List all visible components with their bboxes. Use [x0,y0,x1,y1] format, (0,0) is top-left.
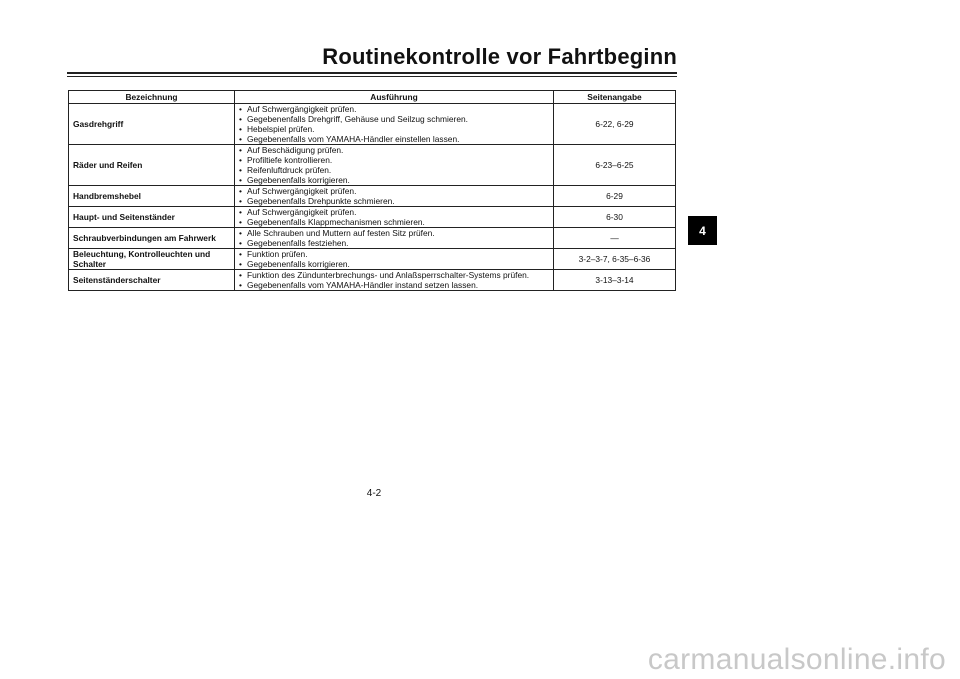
table-row [69,249,676,270]
table-row [69,186,676,207]
action-item: • Alle Schrauben und Muttern auf festen Sitz prüfen. [239,228,549,238]
check-item-name: Haupt- und Seitenständer [69,207,235,228]
check-item-actions [235,207,554,228]
action-item: • Gegebenenfalls korrigieren. [239,175,549,185]
table-body [69,104,676,291]
page-reference: 6-30 [554,207,676,228]
watermark: carmanualsonline.info [647,643,946,676]
page-reference: 6-22, 6-29 [554,104,676,145]
action-item: • Gegebenenfalls vom YAMAHA-Händler instand setzen lassen. [239,280,549,290]
table-row [69,207,676,228]
action-item: • Funktion prüfen. [239,249,549,259]
column-header-page: Seitenangabe [554,91,676,104]
column-header-name: Bezeichnung [69,91,235,104]
page-title: Routinekontrolle vor Fahrtbeginn [322,44,677,69]
table-row [69,104,676,145]
table-row [69,270,676,291]
check-item-actions [235,228,554,249]
check-item-name: Handbremshebel [69,186,235,207]
check-item-name: Seitenständerschalter [69,270,235,291]
action-item: • Reifenluftdruck prüfen. [239,165,549,175]
action-item: • Gegebenenfalls vom YAMAHA-Händler einstellen lassen. [239,134,549,144]
table-row [69,145,676,186]
check-item-actions [235,145,554,186]
check-item-actions [235,104,554,145]
action-item: • Auf Schwergängigkeit prüfen. [239,186,549,196]
page-reference: 3-13–3-14 [554,270,676,291]
action-item: • Gegebenenfalls Drehgriff, Gehäuse und Seilzug schmieren. [239,114,549,124]
title-rule [67,72,677,74]
action-item: • Hebelspiel prüfen. [239,124,549,134]
check-item-actions [235,249,554,270]
check-item-actions [235,186,554,207]
action-item: • Gegebenenfalls Klappmechanismen schmieren. [239,217,549,227]
column-header-action: Ausführung [235,91,554,104]
action-item: • Gegebenenfalls korrigieren. [239,259,549,269]
action-item: • Gegebenenfalls festziehen. [239,238,549,248]
page-reference: 6-29 [554,186,676,207]
check-table [68,90,676,291]
page-reference: 3-2–3-7, 6-35–6-36 [554,249,676,270]
check-item-name: Beleuchtung, Kontrolleuchten und Schalter [69,249,235,270]
check-item-name: Gasdrehgriff [69,104,235,145]
action-item: • Auf Schwergängigkeit prüfen. [239,207,549,217]
action-item: • Auf Schwergängigkeit prüfen. [239,104,549,114]
check-item-actions [235,270,554,291]
page-reference: 6-23–6-25 [554,145,676,186]
action-item: • Gegebenenfalls Drehpunkte schmieren. [239,196,549,206]
check-item-name: Räder und Reifen [69,145,235,186]
page-reference: — [554,228,676,249]
action-item: • Auf Beschädigung prüfen. [239,145,549,155]
action-item: • Funktion des Zündunterbrechungs- und Anlaßsperrschalter-Systems prüfen. [239,270,549,280]
table-row [69,228,676,249]
table-header-row [69,91,676,104]
check-item-name: Schraubverbindungen am Fahrwerk [69,228,235,249]
title-rule-thin [67,76,677,77]
chapter-tab: 4 [688,216,717,245]
action-item: • Profiltiefe kontrollieren. [239,155,549,165]
page-number: 4-2 [366,488,382,499]
